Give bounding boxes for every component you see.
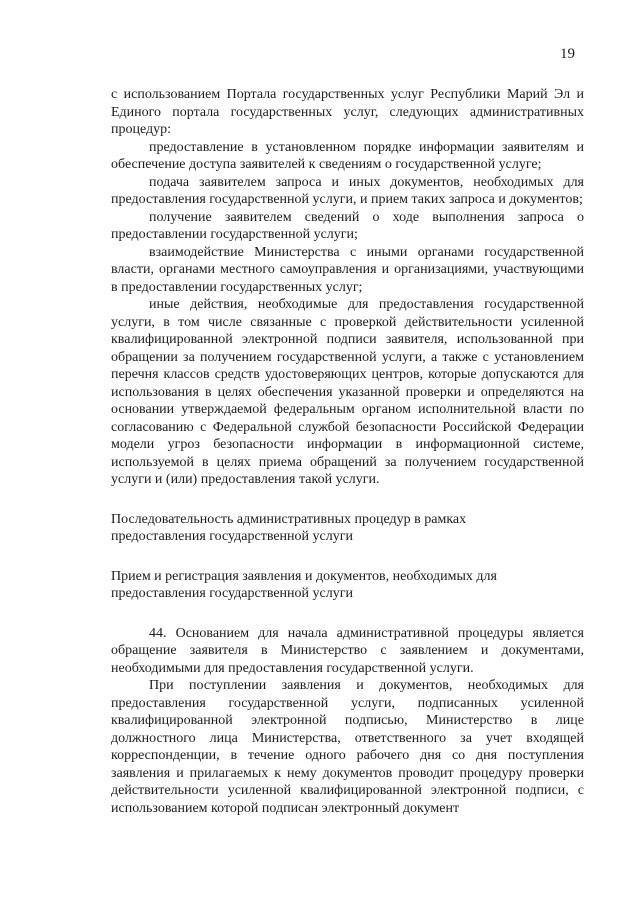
subsection-heading: [111, 568, 584, 603]
page-number: 19: [560, 46, 575, 62]
paragraph: предоставление в установленном порядке информации заявителям и обеспечение доступа заявителей к сведениям о государственной услуге;: [111, 139, 584, 172]
section-heading-line: предоставления государственной услуги: [111, 529, 353, 544]
section-heading: [111, 511, 584, 546]
paragraph: При поступлении заявления и документов, необходимых для предоставления государственной услуги, подписанных усиленной квалифицированной электронной подписью, Министерство в лице должностного лица Министерства, ответственного за учет входящей корреспонденции, в течение одного рабочего дня со дня поступления заявления и прилагаемых к нему документов проводит процедуру проверки действительности усиленной квалифицированной электронной подписи, с использованием которой подписан электронный документ: [111, 678, 584, 816]
paragraph: взаимодействие Министерства с иными органами государственной власти, органами местного самоуправления и организациями, участвующими в предоставлении государственных услуг;: [111, 244, 584, 295]
section-heading-line: Последовательность административных процедур в рамках: [111, 511, 467, 527]
paragraph: получение заявителем сведений о ходе выполнения запроса о предоставлении государственной услуги;: [111, 209, 584, 242]
paragraph: 44. Основанием для начала административной процедуры является обращение заявителя в Министерство с заявлением и документами, необходимыми для предоставления государственной услуги.: [111, 625, 584, 676]
paragraph: подача заявителем запроса и иных документов, необходимых для предоставления государственной услуги, и прием таких запроса и документов;: [111, 174, 584, 207]
paragraph: иные действия, необходимые для предоставления государственной услуги, в том числе связанные с проверкой действительности усиленной квалифицированной электронной подписи заявителя, использованной при обращении за получением государственной услуги, а также с установлением перечня классов средств удостоверяющих центров, которые допускаются для использования в целях обеспечения указанной проверки и определяются на основании утверждаемой федеральным органом исполнительной власти по согласованию с Федеральной службой безопасности Российской Федерации модели угроз безопасности информации в информационной системе, используемой в целях приема обращений за получением государственной услуги и (или) предоставления такой услуги.: [111, 297, 584, 487]
paragraph: с использованием Портала государственных услуг Республики Марий Эл и Единого портала государственных услуг, следующих административных процедур:: [111, 87, 584, 137]
document-body: [111, 86, 584, 817]
subsection-heading-line: Прием и регистрация заявления и документов, необходимых для: [111, 568, 497, 584]
subsection-heading-line: предоставления государственной услуги: [111, 586, 353, 601]
